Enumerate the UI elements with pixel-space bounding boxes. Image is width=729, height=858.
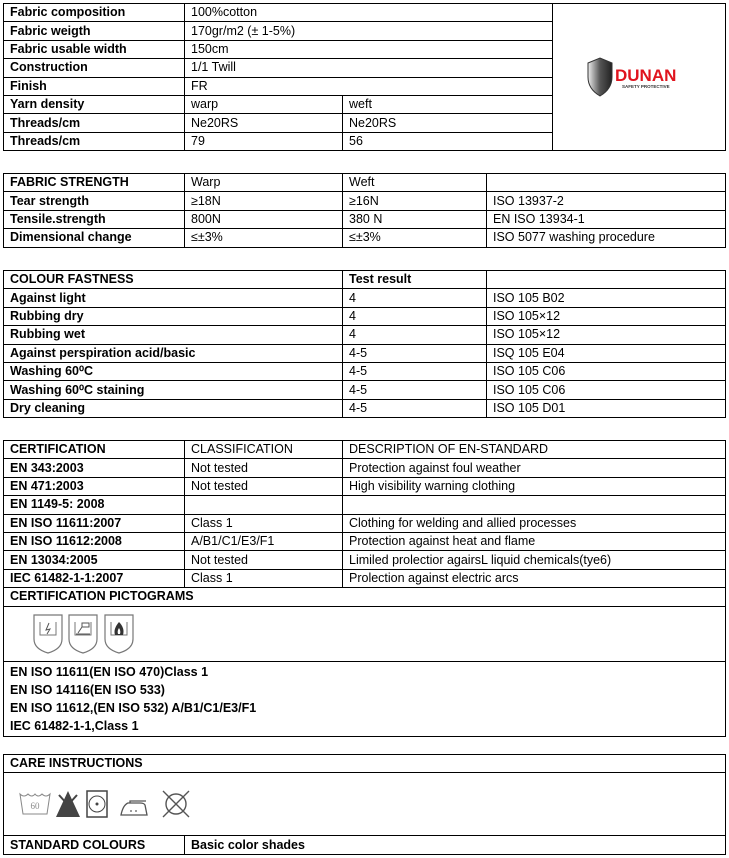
cell: 4 — [343, 307, 487, 325]
table-row — [4, 569, 726, 587]
cell: Not tested — [185, 551, 343, 569]
table-row — [4, 210, 726, 228]
spec-label: Finish — [4, 77, 185, 95]
care-icons-row — [4, 773, 726, 836]
wash-60-icon — [18, 790, 52, 818]
care-table — [3, 754, 726, 855]
svg-text:SAFETY PROTECTIVE: SAFETY PROTECTIVE — [622, 84, 670, 90]
cell: Class 1 — [185, 569, 343, 587]
fabric-spec-table — [3, 3, 726, 151]
spec-label: Yarn density — [4, 95, 185, 113]
tumble-dry-icon — [85, 789, 109, 819]
cell — [185, 496, 343, 514]
pictogram-standards — [4, 661, 726, 736]
iron-icon — [118, 789, 150, 819]
table-row — [4, 459, 726, 477]
spec-value: 100%cotton — [185, 4, 553, 22]
pictograms-title: CERTIFICATION PICTOGRAMS — [4, 588, 726, 606]
cell: Tear strength — [4, 192, 185, 210]
cell: ISO 105 D01 — [487, 399, 726, 417]
cell: ISO 5077 washing procedure — [487, 229, 726, 247]
spec-label: Fabric usable width — [4, 40, 185, 58]
table-header — [4, 441, 726, 459]
header-cell: CERTIFICATION — [4, 441, 185, 459]
cell: ≥16N — [343, 192, 487, 210]
table-row — [4, 192, 726, 210]
cell: Dimensional change — [4, 229, 185, 247]
header-cell: DESCRIPTION OF EN-STANDARD — [343, 441, 726, 459]
fabric-strength-table — [3, 173, 726, 248]
electric-arc-icon — [32, 613, 64, 655]
table-row — [4, 344, 726, 362]
cell: Rubbing dry — [4, 307, 343, 325]
header-cell: Test result — [343, 271, 487, 289]
table-row — [4, 362, 726, 380]
cell: 800N — [185, 210, 343, 228]
cell: ISO 105 B02 — [487, 289, 726, 307]
spec-label: Threads/cm — [4, 132, 185, 150]
flame-icon — [103, 613, 135, 655]
cell: EN ISO 11611:2007 — [4, 514, 185, 532]
cell: Not tested — [185, 477, 343, 495]
cell: ≥18N — [185, 192, 343, 210]
table-row — [4, 381, 726, 399]
cell: Against light — [4, 289, 343, 307]
cell: 4-5 — [343, 381, 487, 399]
cell: ISO 105 C06 — [487, 362, 726, 380]
shield-logo-icon — [584, 57, 694, 97]
standard-line: EN ISO 11612,(EN ISO 532) A/B1/C1/E3/F1 — [10, 700, 257, 715]
dunan-logo — [553, 4, 726, 151]
header-cell — [487, 271, 726, 289]
welding-icon — [67, 613, 99, 655]
header-cell: CLASSIFICATION — [185, 441, 343, 459]
certification-table — [3, 440, 726, 737]
spec-warp: 79 — [185, 132, 343, 150]
cell: Prolection against electric arcs — [343, 569, 726, 587]
cell: 4-5 — [343, 344, 487, 362]
spec-value: FR — [185, 77, 553, 95]
header-cell: Weft — [343, 174, 487, 192]
cell: ISO 105 C06 — [487, 381, 726, 399]
standard-colours-label: STANDARD COLOURS — [4, 836, 185, 854]
cell: ≤±3% — [343, 229, 487, 247]
colour-fastness-table — [3, 270, 726, 418]
cell: Protection against heat and flame — [343, 532, 726, 550]
cell: A/B1/C1/E3/F1 — [185, 532, 343, 550]
spec-warp: Ne20RS — [185, 114, 343, 132]
cell: ISO 105×12 — [487, 307, 726, 325]
spec-label: Fabric weigth — [4, 22, 185, 40]
cell: Class 1 — [185, 514, 343, 532]
no-bleach-icon — [55, 789, 81, 819]
cell: Limiled prolectior agairsL liquid chemicals(tye6) — [343, 551, 726, 569]
spec-weft: 56 — [343, 132, 553, 150]
table-row — [4, 551, 726, 569]
table-header — [4, 271, 726, 289]
spec-label: Fabric composition — [4, 4, 185, 22]
cell: ISO 13937-2 — [487, 192, 726, 210]
svg-text:DUNAN: DUNAN — [615, 66, 677, 86]
cell: 4 — [343, 326, 487, 344]
cell: IEC 61482-1-1:2007 — [4, 569, 185, 587]
table-row — [4, 229, 726, 247]
cell: Protection against foul weather — [343, 459, 726, 477]
cell: ISO 105×12 — [487, 326, 726, 344]
standard-line: EN ISO 11611(EN ISO 470)Class 1 — [10, 664, 209, 679]
table-row — [4, 326, 726, 344]
care-title: CARE INSTRUCTIONS — [4, 755, 726, 773]
spec-label: Construction — [4, 59, 185, 77]
cell: Not tested — [185, 459, 343, 477]
spec-weft: Ne20RS — [343, 114, 553, 132]
table-row — [4, 514, 726, 532]
cell: Rubbing wet — [4, 326, 343, 344]
header-cell: COLOUR FASTNESS — [4, 271, 343, 289]
cell: Tensile.strength — [4, 210, 185, 228]
table-row — [4, 289, 726, 307]
table-row — [4, 307, 726, 325]
cell: Washing 60⁰C staining — [4, 381, 343, 399]
header-cell: Warp — [185, 174, 343, 192]
spec-label: Threads/cm — [4, 114, 185, 132]
spec-weft: weft — [343, 95, 553, 113]
cell: High visibility warning clothing — [343, 477, 726, 495]
standard-line: EN ISO 14116(EN ISO 533) — [10, 682, 165, 697]
cell: EN 343:2003 — [4, 459, 185, 477]
pictograms-row — [4, 606, 726, 661]
cell: 4-5 — [343, 399, 487, 417]
cell: 4-5 — [343, 362, 487, 380]
standard-line: IEC 61482-1-1,Class 1 — [10, 718, 139, 733]
table-header — [4, 174, 726, 192]
cell: EN ISO 11612:2008 — [4, 532, 185, 550]
no-dry-clean-icon — [160, 788, 192, 820]
table-row — [4, 399, 726, 417]
cell: Against perspiration acid/basic — [4, 344, 343, 362]
cell: Clothing for welding and allied processes — [343, 514, 726, 532]
header-cell — [487, 174, 726, 192]
cell: 4 — [343, 289, 487, 307]
cell: EN 1149-5: 2008 — [4, 496, 185, 514]
table-row — [4, 496, 726, 514]
cell: EN 471:2003 — [4, 477, 185, 495]
header-cell: FABRIC STRENGTH — [4, 174, 185, 192]
cell: Washing 60⁰C — [4, 362, 343, 380]
standard-colours-value: Basic color shades — [185, 836, 726, 854]
cell — [343, 496, 726, 514]
spec-value: 1/1 Twill — [185, 59, 553, 77]
cell: 380 N — [343, 210, 487, 228]
table-row — [4, 477, 726, 495]
table-row — [4, 532, 726, 550]
svg-text:60: 60 — [30, 801, 40, 812]
cell: EN ISO 13934-1 — [487, 210, 726, 228]
cell: Dry cleaning — [4, 399, 343, 417]
spec-warp: warp — [185, 95, 343, 113]
cell: ISQ 105 E04 — [487, 344, 726, 362]
cell: EN 13034:2005 — [4, 551, 185, 569]
cell: ≤±3% — [185, 229, 343, 247]
spec-value: 170gr/m2 (± 1-5%) — [185, 22, 553, 40]
spec-value: 150cm — [185, 40, 553, 58]
